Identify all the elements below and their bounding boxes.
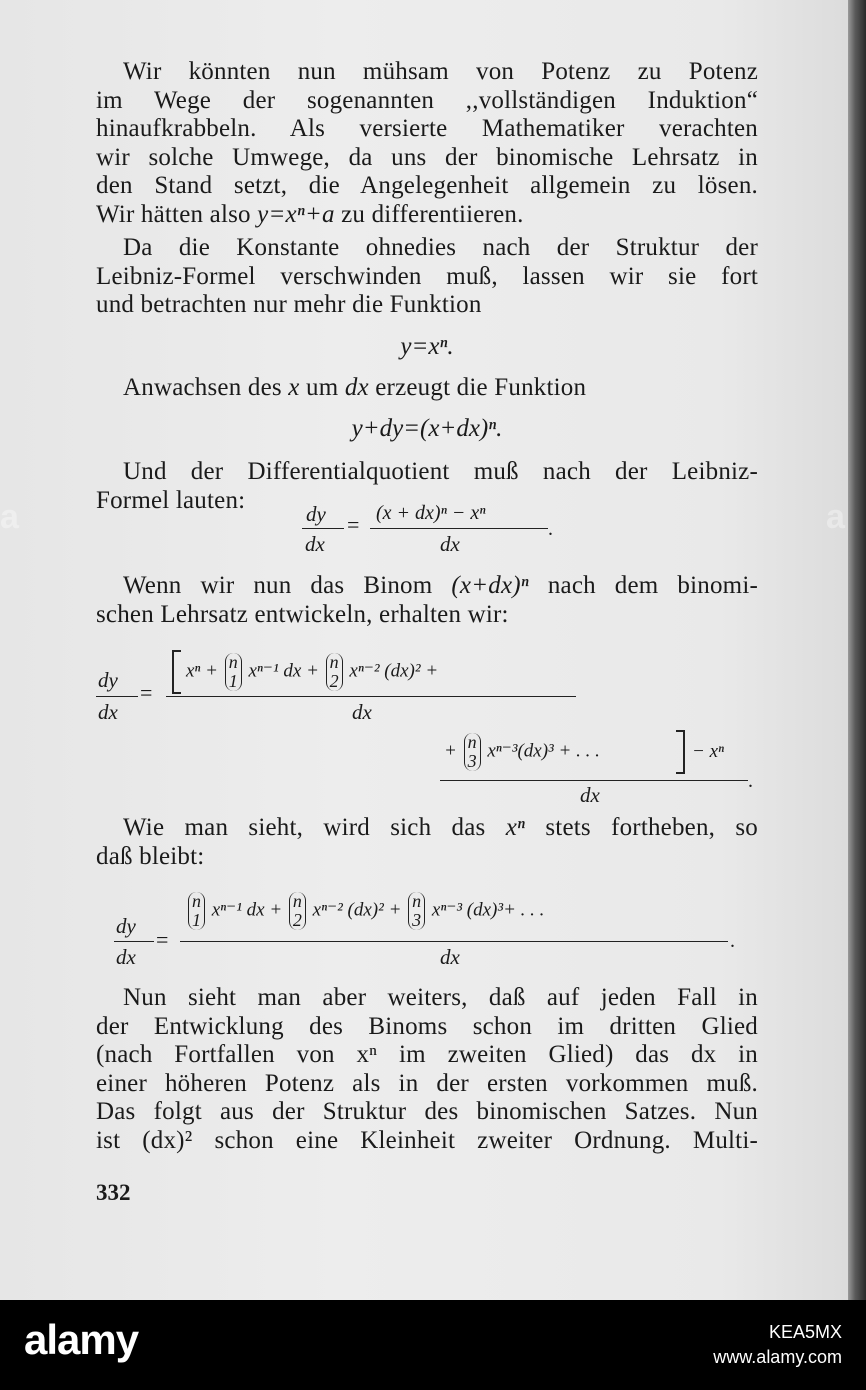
binom-top: n	[192, 891, 201, 911]
image-code	[713, 1322, 842, 1368]
binomial-coefficient	[188, 892, 205, 930]
eq4-equals: =	[140, 680, 153, 705]
binom-top: n	[228, 652, 238, 672]
watermark-faint: a	[826, 498, 845, 536]
text-line: wir solche Umwege, da uns der binomische Lehrsatz in	[96, 143, 758, 171]
text-line: einer höheren Potenz als in der ersten vorkommen muß.	[96, 1069, 758, 1097]
eq5-numerator	[186, 892, 544, 930]
text-span: um	[299, 374, 345, 401]
text-line: ist (dx)² schon eine Kleinheit zweiter Ordnung. Multi-	[96, 1126, 758, 1154]
math-inline: y=xⁿ+a	[257, 200, 335, 228]
binom-top: n	[329, 652, 339, 672]
binom-bottom: 1	[228, 671, 238, 691]
watermark-faint: a	[0, 498, 19, 536]
binom-bottom: 3	[467, 751, 477, 771]
math-term: xⁿ⁻¹ dx +	[248, 660, 319, 682]
eq4-minus-xn: − xⁿ	[692, 741, 724, 762]
brand-logo: alamy	[24, 1316, 139, 1363]
math-term: xⁿ⁻² (dx)² +	[312, 899, 402, 921]
text-span: Wenn wir nun das Binom	[123, 572, 452, 599]
eq4-row1-bar	[166, 696, 576, 697]
eq3-equals: =	[347, 512, 360, 537]
paragraph-1	[96, 58, 758, 229]
eq4-period: .	[748, 770, 753, 792]
text-line: der Entwicklung des Binoms schon im dritten Glied	[96, 1012, 758, 1040]
binomial-coefficient	[289, 892, 306, 930]
eq3-period: .	[548, 518, 553, 540]
text-line: daß bleibt:	[96, 842, 205, 870]
math-inline: dx	[344, 374, 369, 401]
binomial-coefficient	[326, 653, 343, 691]
text-span: stets fortheben, so	[525, 814, 758, 841]
math-term: +	[444, 740, 457, 762]
text-line	[96, 374, 758, 403]
equation-2: y+dy=(x+dx)ⁿ.	[351, 415, 503, 442]
eq3-rhs-num: (x + dx)ⁿ − xⁿ	[376, 502, 486, 524]
eq5-den: dx	[440, 945, 460, 969]
eq4-den1: dx	[352, 700, 372, 724]
eq4-lhs-num: dy	[98, 668, 118, 692]
text-line: und betrachten nur mehr die Funktion	[96, 291, 482, 318]
eq4-lhs-bar	[96, 696, 138, 697]
eq4-row1	[186, 653, 438, 691]
binom-bottom: 2	[329, 671, 339, 691]
eq3-lhs-bar	[302, 528, 344, 529]
text-span: nach dem binomi-	[528, 572, 758, 599]
eq5-equals: =	[156, 927, 169, 952]
paragraph-5	[96, 814, 758, 871]
text-line	[96, 201, 758, 230]
binom-bottom: 2	[292, 910, 302, 930]
text-line: Das folgt aus der Struktur des binomischen Satzes. Nun	[96, 1098, 758, 1125]
math-inline: x	[288, 374, 300, 401]
binom-top: n	[292, 891, 302, 911]
text-line	[96, 814, 758, 843]
math-term: xⁿ⁻¹ dx +	[211, 899, 283, 921]
text-line: hinaufkrabbeln. Als versierte Mathematiker verachten	[96, 115, 758, 142]
text-span: zu differentiieren.	[334, 200, 524, 228]
eq5-period: .	[730, 930, 735, 952]
eq3-rhs-den: dx	[440, 532, 460, 556]
text-span: erzeugt die Funktion	[368, 374, 587, 401]
math-inline: (x+dx)ⁿ	[451, 572, 529, 599]
eq4-den2: dx	[580, 783, 600, 807]
binom-bottom: 3	[412, 910, 422, 930]
binom-top: n	[412, 891, 422, 911]
eq3-lhs-num: dy	[306, 502, 326, 526]
paragraph-anwachsen	[96, 374, 758, 403]
binomial-coefficient	[225, 653, 242, 691]
eq3-lhs-den: dx	[305, 532, 325, 556]
math-term: xⁿ +	[186, 660, 218, 682]
right-bracket	[676, 730, 685, 774]
math-inline: xⁿ	[505, 814, 526, 841]
site-url: www.alamy.com	[713, 1347, 842, 1367]
text-line: Und der Differentialquotient muß nach der Leibniz-	[123, 458, 758, 485]
eq5-bar	[180, 941, 728, 942]
eq5-lhs-bar	[114, 941, 154, 942]
binomial-coefficient	[464, 733, 481, 771]
equation-1: y=xⁿ.	[400, 333, 454, 360]
text-line: (nach Fortfallen von xⁿ im zweiten Glied) das dx in	[96, 1041, 758, 1068]
left-bracket	[172, 650, 181, 694]
binom-bottom: 1	[192, 910, 201, 930]
binomial-coefficient	[408, 892, 425, 930]
text-span: Wie man sieht, wird sich das	[123, 814, 506, 841]
eq4-row2	[444, 733, 600, 771]
eq5-lhs-num: dy	[116, 914, 136, 938]
page-edge	[848, 0, 866, 1300]
math-term: xⁿ⁻³ (dx)³+ . . .	[431, 899, 545, 921]
math-term: xⁿ⁻² (dx)² +	[349, 660, 439, 682]
text-line: Da die Konstante ohnedies nach der Struktur der	[123, 234, 758, 261]
text-line: schen Lehrsatz entwickeln, erhalten wir:	[96, 600, 509, 628]
math-term: xⁿ⁻³(dx)³ + . . .	[487, 740, 600, 762]
text-line: Leibniz-Formel verschwinden muß, lassen wir sie fort	[96, 262, 758, 290]
eq3-rhs-bar	[370, 528, 548, 529]
binom-top: n	[467, 732, 477, 752]
text-line	[96, 572, 758, 601]
paragraph-2	[96, 234, 758, 320]
paragraph-4	[96, 572, 758, 629]
text-line: Formel lauten:	[96, 486, 246, 514]
text-line: Nun sieht man aber weiters, daß auf jeden Fall in	[123, 984, 758, 1011]
text-span: Wir hätten also	[96, 200, 258, 228]
page-number: 332	[96, 1180, 131, 1205]
image-id: KEA5MX	[768, 1322, 842, 1342]
eq4-row2-bar	[440, 780, 748, 781]
text-line: den Stand setzt, die Angelegenheit allgemein zu lösen.	[96, 172, 758, 199]
text-line: Wir könnten nun mühsam von Potenz zu Potenz	[123, 58, 758, 85]
eq4-lhs-den: dx	[98, 700, 118, 724]
eq5-lhs-den: dx	[116, 945, 136, 969]
paragraph-6	[96, 984, 758, 1155]
text-span: Anwachsen des	[123, 374, 289, 401]
text-line: im Wege der sogenannten ,,vollständigen Induktion“	[96, 86, 758, 114]
